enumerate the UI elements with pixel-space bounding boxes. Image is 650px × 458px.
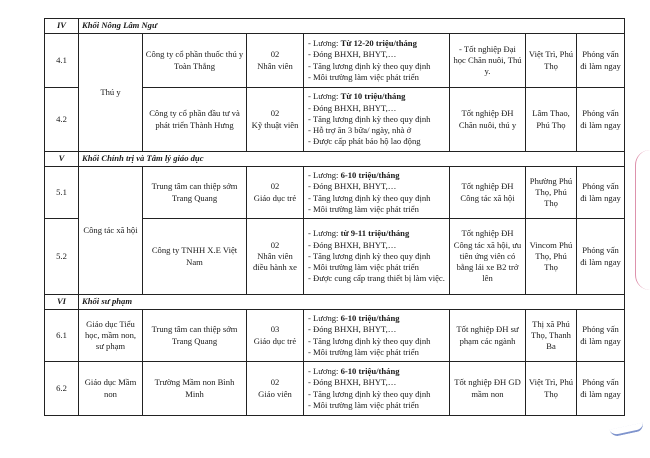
- table-row: [45, 34, 625, 88]
- quantity-position-cell: [247, 34, 304, 88]
- section-number: VI: [45, 295, 79, 310]
- company-cell: Công ty cổ phần đầu tư và phát triển Thành Hưng: [143, 88, 247, 152]
- benefit-text: - Tăng lương định kỳ theo quy định: [308, 192, 431, 203]
- section-title: Khối Chính trị và Tâm lý giáo dục: [79, 152, 625, 167]
- benefit-line: [308, 204, 447, 215]
- row-number: 6.2: [45, 362, 79, 416]
- table-row: [45, 362, 625, 416]
- quantity-position-cell: [247, 88, 304, 152]
- location-cell: Việt Trì, Phú Thọ: [526, 34, 577, 88]
- position: Nhân viên điều hành xe: [253, 250, 297, 273]
- requirement-cell: Tốt nghiệp ĐH Công tác xã hội, ưu tiên ứng viên có bằng lái xe B2 trở lên: [450, 219, 526, 295]
- benefit-line: [308, 38, 447, 49]
- row-number: 6.1: [45, 310, 79, 362]
- benefit-line: [308, 49, 447, 60]
- benefit-line: [308, 251, 447, 262]
- row-number: 4.2: [45, 88, 79, 152]
- benefit-line: [308, 336, 447, 347]
- benefit-line: [308, 324, 447, 335]
- benefit-line: [308, 72, 447, 83]
- benefit-text: - Được cấp phát bảo hộ lao động: [308, 136, 421, 147]
- benefit-text: - Lương:: [308, 38, 341, 49]
- recruit-cell: Phỏng vấn đi làm ngay: [577, 310, 625, 362]
- section-header-row: [45, 19, 625, 34]
- recruit-cell: Phỏng vấn đi làm ngay: [577, 167, 625, 219]
- company-cell: Trường Mầm non Bình Minh: [143, 362, 247, 416]
- field-cell: Công tác xã hội: [79, 167, 143, 295]
- benefit-text: - Đóng BHXH, BHYT,…: [308, 181, 397, 192]
- benefit-text: - Môi trường làm việc phát triển: [308, 346, 419, 357]
- benefit-text: - Đóng BHXH, BHYT,…: [308, 102, 397, 113]
- quantity: 03: [270, 324, 280, 335]
- benefit-line: [308, 228, 447, 239]
- quantity: 02: [270, 108, 280, 119]
- benefit-text: - Môi trường làm việc phát triển: [308, 203, 419, 214]
- benefit-text: - Tăng lương định kỳ theo quy định: [308, 388, 431, 399]
- benefits-cell: [304, 88, 450, 152]
- benefit-highlight: 6-10 triệu/tháng: [340, 170, 400, 181]
- benefits-cell: [304, 167, 450, 219]
- quantity: 02: [270, 239, 280, 250]
- benefit-line: [308, 61, 447, 72]
- benefit-line: [308, 136, 447, 147]
- recruit-cell: Phỏng vấn đi làm ngay: [577, 362, 625, 416]
- benefits-cell: [304, 34, 450, 88]
- company-cell: Trung tâm can thiệp sớm Trang Quang: [143, 167, 247, 219]
- benefit-line: [308, 193, 447, 204]
- location-cell: Phường Phú Thọ, Phú Thọ: [526, 167, 577, 219]
- benefit-highlight: từ 9-11 triệu/tháng: [340, 228, 410, 239]
- benefit-text: - Môi trường làm việc phát triển: [308, 399, 419, 410]
- benefit-line: [308, 389, 447, 400]
- benefit-line: [308, 377, 447, 388]
- benefit-highlight: 6-10 triệu/tháng: [340, 313, 400, 324]
- requirement-cell: Tốt nghiệp ĐH Công tác xã hội: [450, 167, 526, 219]
- benefits-cell: [304, 362, 450, 416]
- section-header-row: [45, 295, 625, 310]
- benefit-line: [308, 91, 447, 102]
- location-cell: Lâm Thao, Phú Thọ: [526, 88, 577, 152]
- section-title: Khối Nông Lâm Ngư: [79, 19, 625, 34]
- position: Kỹ thuật viên: [251, 119, 299, 130]
- requirement-cell: - Tốt nghiệp Đại học Chăn nuôi, Thú y.: [450, 34, 526, 88]
- field-cell: Giáo dục Mầm non: [79, 362, 143, 416]
- section-title: Khối sư phạm: [79, 295, 625, 310]
- field-cell: Thú y: [79, 34, 143, 152]
- benefit-text: - Tăng lương định kỳ theo quy định: [308, 335, 431, 346]
- quantity-position-cell: [247, 362, 304, 416]
- location-cell: Việt Trì, Phú Thọ: [526, 362, 577, 416]
- row-number: 5.2: [45, 219, 79, 295]
- benefit-text: - Lương:: [308, 91, 341, 102]
- benefit-line: [308, 347, 447, 358]
- recruit-cell: Phỏng vấn đi làm ngay: [577, 88, 625, 152]
- benefit-text: - Tăng lương định kỳ theo quy định: [308, 60, 431, 71]
- benefit-line: [308, 170, 447, 181]
- benefit-highlight: Từ 12-20 triệu/tháng: [340, 38, 417, 49]
- benefit-line: [308, 273, 447, 284]
- section-number: V: [45, 152, 79, 167]
- position: Giáo dục trẻ: [253, 335, 297, 346]
- row-number: 4.1: [45, 34, 79, 88]
- benefit-text: - Hỗ trợ ăn 3 bữa/ ngày, nhà ở: [308, 125, 412, 136]
- benefit-line: [308, 313, 447, 324]
- benefit-line: [308, 181, 447, 192]
- benefit-text: - Được cung cấp trang thiết bị làm việc.: [308, 273, 445, 284]
- benefit-text: - Lương:: [308, 170, 341, 181]
- benefit-text: - Môi trường làm việc phát triển: [308, 71, 419, 82]
- benefit-text: - Lương:: [308, 228, 341, 239]
- benefit-text: - Lương:: [308, 313, 341, 324]
- benefit-text: - Tăng lương định kỳ theo quy định: [308, 113, 431, 124]
- row-number: 5.1: [45, 167, 79, 219]
- benefit-line: [308, 125, 447, 136]
- company-cell: Công ty TNHH X.E Việt Nam: [143, 219, 247, 295]
- requirement-cell: Tốt nghiệp ĐH sư phạm các ngành: [450, 310, 526, 362]
- quantity: 02: [270, 181, 280, 192]
- benefit-text: - Lương:: [308, 366, 341, 377]
- benefit-line: [308, 103, 447, 114]
- table-row: [45, 310, 625, 362]
- benefits-cell: [304, 310, 450, 362]
- benefit-text: - Đóng BHXH, BHYT,…: [308, 324, 397, 335]
- quantity: 02: [270, 377, 280, 388]
- position: Giáo dục trẻ: [253, 192, 297, 203]
- quantity-position-cell: [247, 167, 304, 219]
- benefit-line: [308, 366, 447, 377]
- position: Nhân viên: [257, 60, 293, 71]
- company-cell: Công ty cổ phần thuốc thú y Toàn Thắng: [143, 34, 247, 88]
- company-cell: Trung tâm can thiệp sớm Trang Quang: [143, 310, 247, 362]
- benefit-line: [308, 114, 447, 125]
- requirement-cell: Tốt nghiệp ĐH GD mầm non: [450, 362, 526, 416]
- official-seal-edge: [635, 150, 650, 290]
- benefit-line: [308, 240, 447, 251]
- section-header-row: [45, 152, 625, 167]
- benefit-line: [308, 262, 447, 273]
- quantity-position-cell: [247, 310, 304, 362]
- quantity: 02: [270, 49, 280, 60]
- section-number: IV: [45, 19, 79, 34]
- benefit-line: [308, 400, 447, 411]
- benefit-text: - Đóng BHXH, BHYT,…: [308, 377, 397, 388]
- recruit-cell: Phỏng vấn đi làm ngay: [577, 34, 625, 88]
- location-cell: Vincom Phú Thọ, Phú Thọ: [526, 219, 577, 295]
- quantity-position-cell: [247, 219, 304, 295]
- location-cell: Thị xã Phú Thọ, Thanh Ba: [526, 310, 577, 362]
- table-row: [45, 167, 625, 219]
- field-cell: Giáo dục Tiểu học, mầm non, sư phạm: [79, 310, 143, 362]
- position: Giáo viên: [258, 388, 292, 399]
- benefit-text: - Đóng BHXH, BHYT,…: [308, 49, 397, 60]
- benefit-highlight: Từ 10 triệu/tháng: [340, 91, 406, 102]
- signature-mark: [610, 423, 645, 438]
- recruitment-table: [44, 18, 625, 416]
- recruit-cell: Phỏng vấn đi làm ngay: [577, 219, 625, 295]
- benefit-text: - Tăng lương định kỳ theo quy định: [308, 250, 431, 261]
- requirement-cell: Tốt nghiệp ĐH Chăn nuôi, thú y: [450, 88, 526, 152]
- benefit-text: - Môi trường làm việc phát triển: [308, 262, 419, 273]
- benefits-cell: [304, 219, 450, 295]
- benefit-text: - Đóng BHXH, BHYT,…: [308, 239, 397, 250]
- benefit-highlight: 6-10 triệu/tháng: [340, 366, 400, 377]
